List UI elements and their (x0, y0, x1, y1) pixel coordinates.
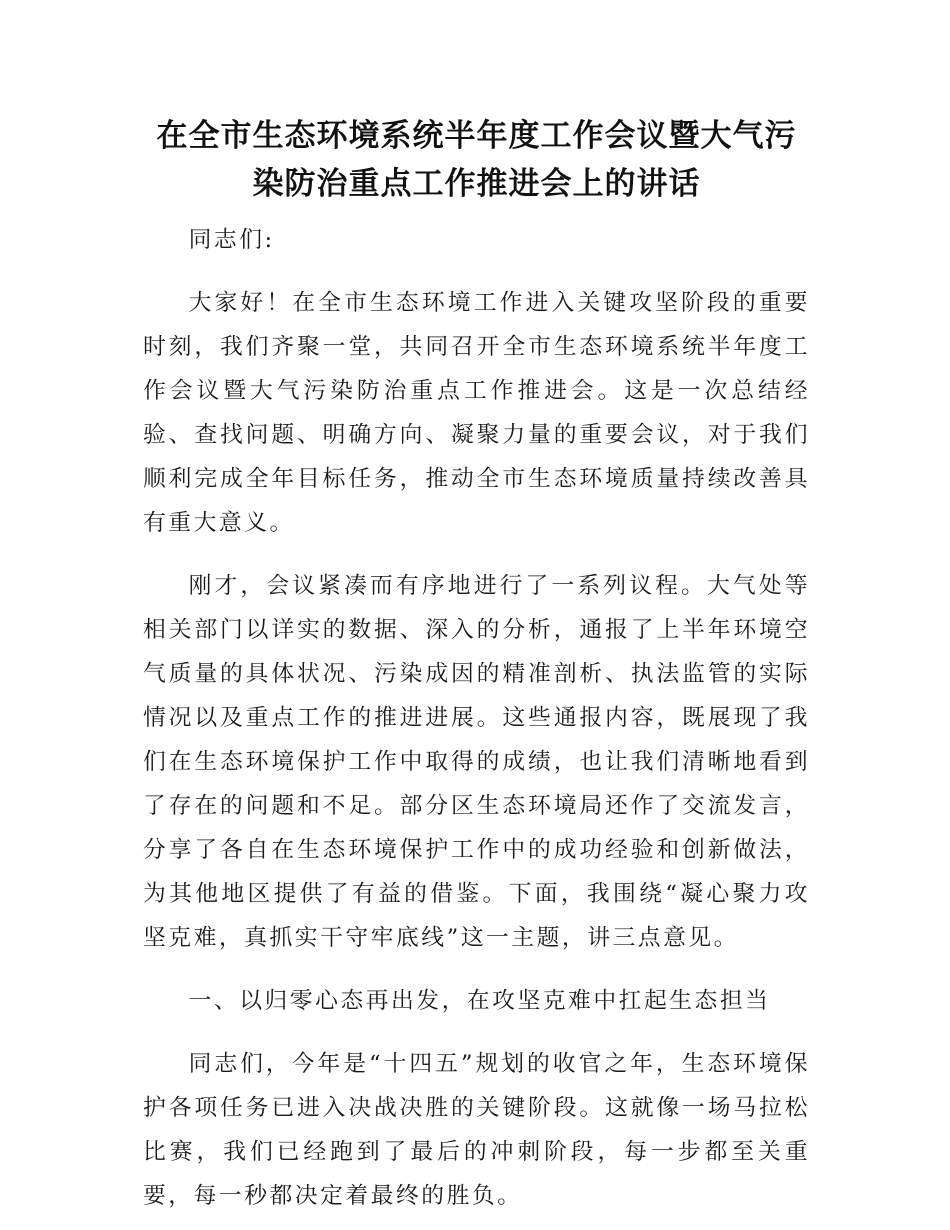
paragraph-agenda: 刚才，会议紧凑而有序地进行了一系列议程。大气处等相关部门以详实的数据、深入的分析，通报了上半年环境空气质量的具体状况、污染成因的精准剖析、执法监管的实际情况以及重点工作的推进进展。这些通报内容，既展现了我们在生态环境保护工作中取得的成绩，也让我们清晰地看到了存在的问题和不足。部分区生态环境局还作了交流发言，分享了各自在生态环境保护工作中的成功经验和创新做法，为其他地区提供了有益的借鉴。下面，我围绕“凝心聚力攻坚克难，真抓实干守牢底线”这一主题，讲三点意见。 (143, 573, 810, 951)
title-line-1: 在全市生态环境系统半年度工作会议暨大气污 (156, 118, 797, 154)
document-title (143, 112, 810, 208)
paragraph-section-one: 同志们，今年是“十四五”规划的收官之年，生态环境保护各项任务已进入决战决胜的关键阶段。这就像一场马拉松比赛，我们已经跑到了最后的冲刺阶段，每一步都至关重要，每一秒都决定着最终的胜负。 (143, 1051, 810, 1209)
salutation: 同志们: (188, 227, 275, 253)
paragraph-opening: 大家好！在全市生态环境工作进入关键攻坚阶段的重要时刻，我们齐聚一堂，共同召开全市生态环境系统半年度工作会议暨大气污染防治重点工作推进会。这是一次总结经验、查找问题、明确方向、凝聚力量的重要会议，对于我们顺利完成全年目标任务，推动全市生态环境质量持续改善具有重大意义。 (143, 290, 810, 536)
title-line-2: 染防治重点工作推进会上的讲话 (252, 166, 701, 202)
section-heading: 一、以归零心态再出发，在攻坚克难中扛起生态担当 (188, 988, 771, 1014)
